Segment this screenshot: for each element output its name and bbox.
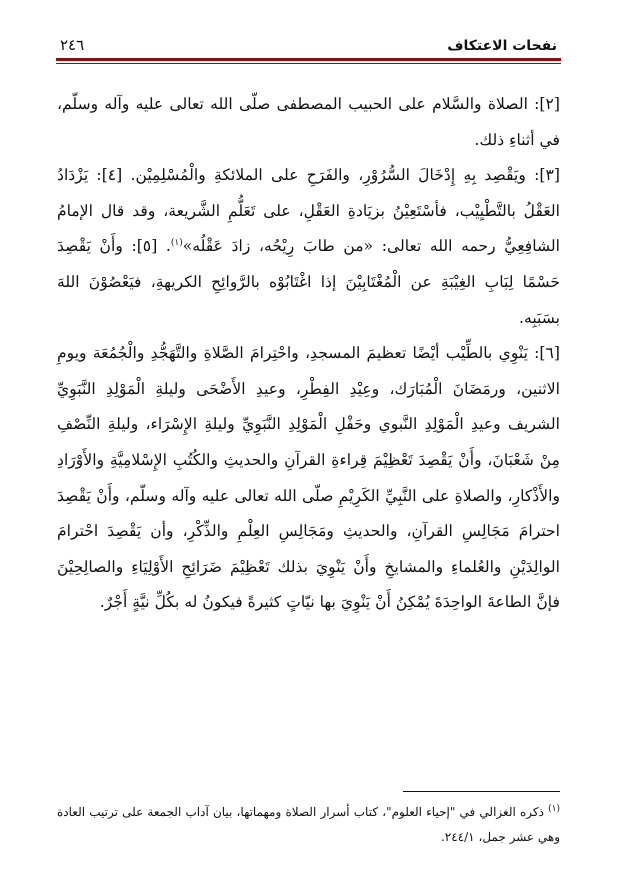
paragraph-6: [٦]: يَنْوِي بالطِّيْب أيْضًا تعظيمَ المسجدِ، واحْتِرامَ الصَّلاةِ والتَّهَجُّدِ والْجُمُعَة ويومِ الاثنين، ورمَضَانَ الْمُبَارَك، وعِيْدِ الفِطْرِ، وعيدِ الأَضْحَى وليلةِ الْمَوْلِدِ النَّبَوِيِّ الشريف وعيدِ الْمَوْلِدِ النَّبوي وحَفْلِ الْمَوْلِدِ النَّبَوِيِّ وليلةِ الإِسْرَاء، وليلةِ النِّصْفِ مِنْ شَعْبَانَ، وأَنْ يَقْصِدَ تَعْظِيْمَ قِراءةِ القرآنِ والحديثِ والكُتُبِ الإِسْلامِيَّةِ والأَوْرَادِ والأَذْكارِ، والصلاةِ على النَّبِيِّ الكَرِيْمِ صلّى الله تعالى عليه وآله وسلّم، وأَنْ يَقْصِدَ احترامَ مَجَالِسِ القرآنِ، والحديثِ ومَجَالِسِ العِلْمِ والذِّكْرِ، وأن يَقْصِدَ احْترامَ الوالِدَيْنِ والعُلماءِ والمشايخِ وأَنْ يَنْوِيَ بذلك تَعْظِيْمَ ضَرَائِحِ الأَوْلِيَاءِ والصالِحِيْنَ فإنَّ الطاعةَ الواحِدَةَ يُمْكِنُ أَنْ يَنْوِيَ بها نيّاتٍ كثيرةً فيكونُ له بكُلِّ نيَّةٍ أَجْرٌ. <box>57 344 560 612</box>
footnote-rule <box>403 791 560 792</box>
page-number: ٢٤٦ <box>60 36 85 54</box>
header-rule-thick <box>56 58 561 61</box>
footnote-text: ذكره الغزالي في "إحياء العلوم"، كتاب أسرار الصلاة ومهماتها، بيان آداب الجمعة على ترتيب العادة وهي عشر جمل، ٢٤٤/١. <box>57 805 560 844</box>
running-head: نفحات الاعتكاف <box>447 38 557 54</box>
body-text <box>57 87 560 621</box>
paragraph-3-text: [٣]: ويَقْصِد بِهِ إِدْخَالَ السُّرُوْرِ، والفَرَحِ على الملائكةِ والْمُسْلِمِيْن. [٤]: يَزْدَادُ العَقْلُ بالتَّطْيِيْب، فأسْتَعِيْنُ بزيَادةِ العَقْلِ، على تَعَلُّمِ الشَّريعة، وقد قال الإمامُ الشافِعِيُّ رحمه الله تعالى: «من طابَ رِيْحُه، زادَ عَقْلُه» <box>57 166 560 256</box>
footnote-reference: (١) <box>170 238 183 249</box>
paragraph-5-text: . [٥]: وأَنْ يَقْصِدَ حَسْمًا لِبَابِ الغِيْبَةِ عن الْمُغْتَابِيْنَ إذا اغْتَابُوْه بالرَّوائِحِ الكريهةِ، فيَعْصُوْنَ اللهَ بسَبَبِه. <box>57 237 560 327</box>
footnote-marker: (١) <box>548 804 560 814</box>
paragraph-2: [٢]: الصلاة والسَّلام على الحبيب المصطفى صلّى الله تعالى عليه وآله وسلّم، في أثناءِ ذلك. <box>57 95 561 149</box>
footnote <box>57 800 560 850</box>
paragraph-3-5 <box>57 158 560 336</box>
header-rule-thin <box>56 63 561 64</box>
page-header <box>60 26 557 54</box>
